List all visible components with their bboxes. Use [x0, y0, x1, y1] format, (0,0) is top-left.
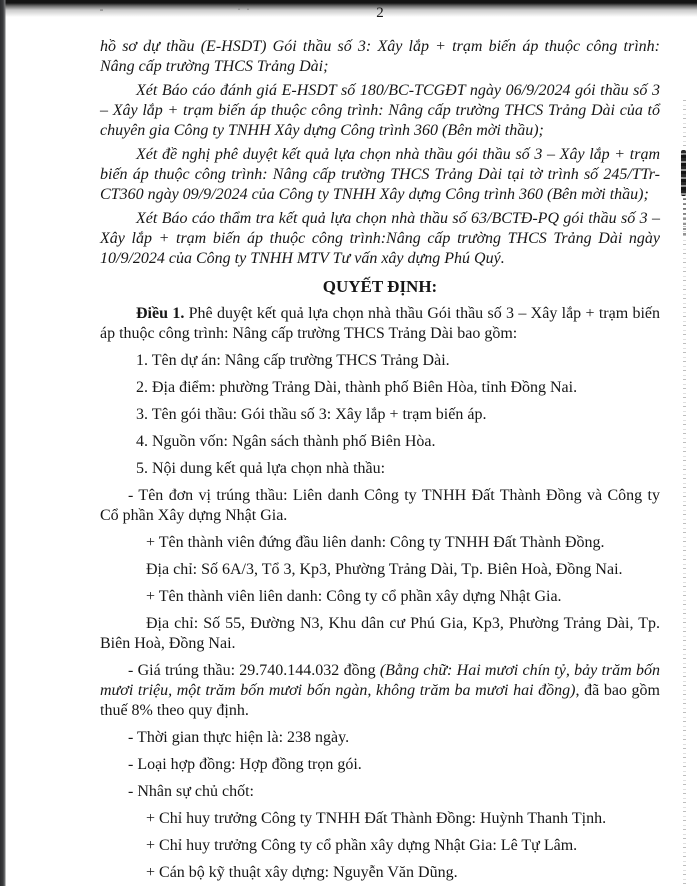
scan-right-edge-mark-faint	[683, 198, 686, 238]
document-content	[100, 37, 660, 883]
scan-left-edge-shadow	[0, 0, 6, 886]
preamble-continued-paragraph: hồ sơ dự thầu (E-HSDT) Gói thầu số 3: Xây lắp + trạm biến áp thuộc công trình: Nâng cấp trường THCS Trảng Dài;	[100, 38, 660, 75]
preamble-approval-request-paragraph: Xét đề nghị phê duyệt kết quả lựa chọn nhà thầu gói thầu số 3 – Xây lắp + trạm biến áp thuộc công trình: Nâng cấp trường THCS Trảng Dài tại tờ trình số 245/TTr-CT360 ngày 09/9/2024 của Công ty TNHH Xây dựng Công trình 360 (Bên mời thầu);	[100, 146, 660, 203]
personnel-commander-lead: + Chỉ huy trưởng Công ty TNHH Đất Thành Đồng: Huỳnh Thanh Tịnh.	[146, 810, 607, 827]
personnel-technical-officer: + Cán bộ kỹ thuật xây dựng: Nguyễn Văn Dũng.	[146, 864, 458, 881]
article-1-text: Phê duyệt kết quả lựa chọn nhà thầu Gói thầu số 3 – Xây lắp + trạm biến áp thuộc công trình: Nâng cấp trường THCS Trảng Dài bao gồm:	[100, 305, 661, 342]
member-address: Địa chỉ: Số 55, Đường N3, Khu dân cư Phú Gia, Kp3, Phường Trảng Dài, Tp. Biên Hoà, Đồng Nai.	[100, 615, 660, 652]
duration-paragraph: - Thời gian thực hiện là: 238 ngày.	[128, 729, 350, 746]
key-personnel-heading: - Nhân sự chủ chốt:	[128, 783, 254, 800]
page-number: 2	[376, 5, 384, 21]
article-1-paragraph	[100, 304, 660, 344]
decision-heading: QUYẾT ĐỊNH:	[322, 277, 438, 296]
winning-price-in-words: (Bằng chữ: Hai mươi chín tỷ, bảy trăm bốn mươi triệu, một trăm bốn mươi bốn ngàn, không trăm ba mươi hai đồng)	[100, 662, 660, 699]
winning-price-tax-note: , đã bao gồm thuế 8% theo quy định.	[100, 682, 660, 719]
scan-right-edge-mark	[681, 150, 686, 196]
list-item-project-name: 1. Tên dự án: Nâng cấp trường THCS Trảng Dài.	[136, 352, 450, 369]
list-item-location: 2. Địa điểm: phường Trảng Dài, thành phố Biên Hòa, tỉnh Đồng Nai.	[136, 379, 578, 396]
contract-type-paragraph: - Loại hợp đồng: Hợp đồng trọn gói.	[128, 756, 362, 773]
preamble-verification-report-paragraph: Xét Báo cáo thẩm tra kết quả lựa chọn nhà thầu số 63/BCTĐ-PQ gói thầu số 3 – Xây lắp + trạm biến áp thuộc công trình:Nâng cấp trường THCS Trảng Dài ngày 10/9/2024 của Công ty TNHH MTV Tư vấn xây dựng Phú Quý.	[100, 210, 660, 267]
member-paragraph: + Tên thành viên liên danh: Công ty cổ phần xây dựng Nhật Gia.	[146, 588, 562, 605]
winning-price-paragraph	[100, 661, 660, 721]
lead-member-address: Địa chỉ: Số 6A/3, Tổ 3, Kp3, Phường Trảng Dài, Tp. Biên Hoà, Đồng Nai.	[146, 561, 623, 578]
preamble-evaluation-report-paragraph: Xét Báo cáo đánh giá E-HSDT số 180/BC-TCGĐT ngày 06/9/2024 gói thầu số 3 – Xây lắp + trạm biến áp thuộc công trình: Nâng cấp trường THCS Trảng Dài của tổ chuyên gia Công ty TNHH Xây dựng Công trình 360 (Bên mời thầu);	[100, 82, 660, 139]
personnel-commander-member: + Chỉ huy trưởng Công ty cổ phần xây dựng Nhật Gia: Lê Tự Lâm.	[146, 837, 578, 854]
list-item-funding-source: 4. Nguồn vốn: Ngân sách thành phố Biên Hòa.	[136, 433, 436, 450]
winning-price-amount: - Giá trúng thầu: 29.740.144.032 đồng	[128, 662, 380, 679]
lead-member-paragraph: + Tên thành viên đứng đầu liên danh: Công ty TNHH Đất Thành Đồng.	[146, 534, 605, 551]
list-item-result-content: 5. Nội dung kết quả lựa chọn nhà thầu:	[136, 460, 386, 477]
article-1-label: Điều 1.	[136, 305, 185, 322]
list-item-package-name: 3. Tên gói thầu: Gói thầu số 3: Xây lắp + trạm biến áp.	[136, 406, 487, 423]
winner-paragraph: - Tên đơn vị trúng thầu: Liên danh Công ty TNHH Đất Thành Đồng và Công ty Cổ phần Xây dựng Nhật Gia.	[100, 487, 660, 524]
